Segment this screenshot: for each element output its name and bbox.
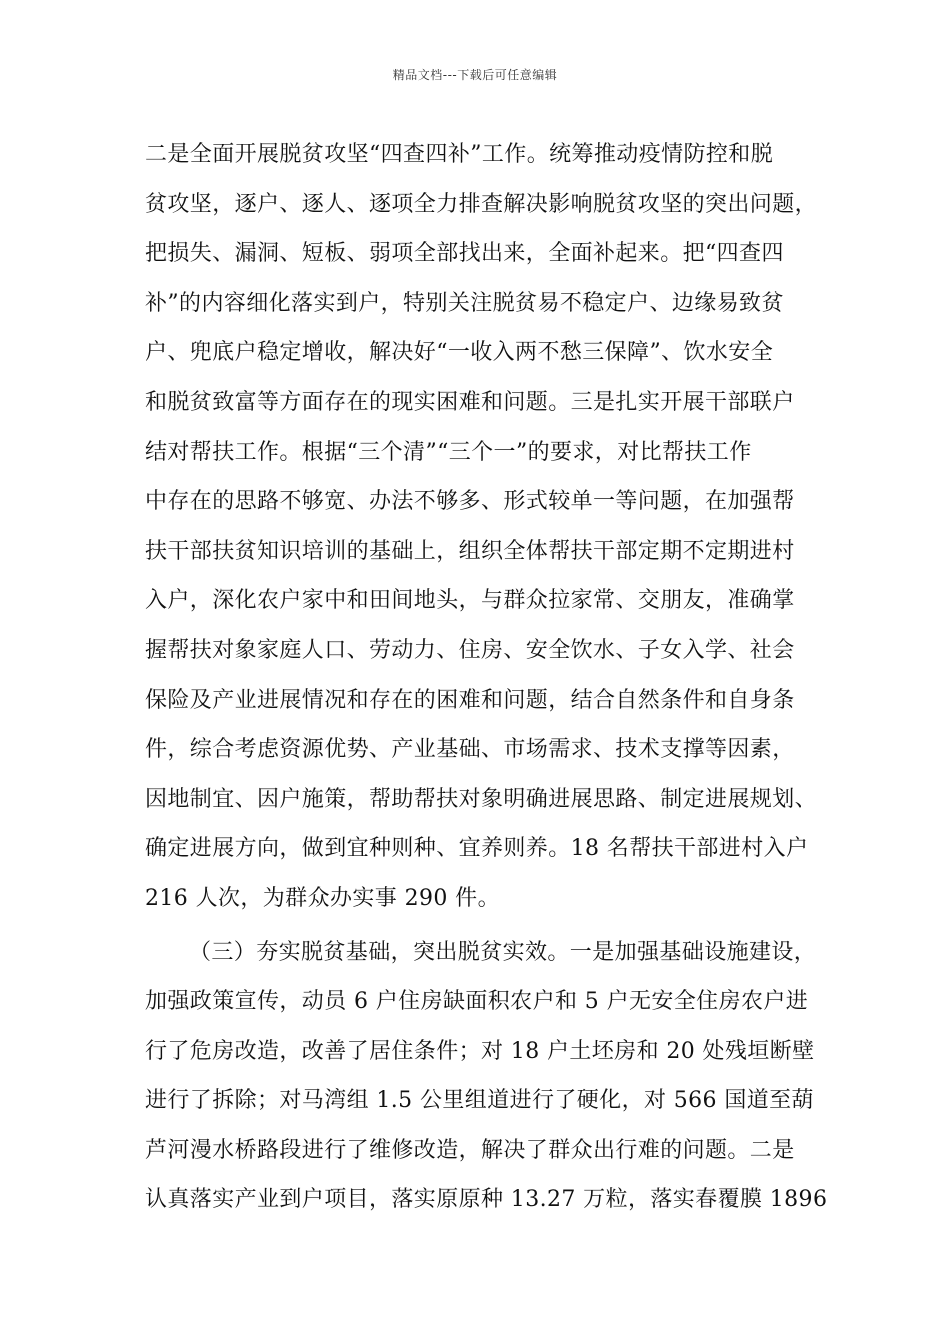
paragraph xyxy=(145,928,828,1226)
text-line: 户、兜底户稳定增收，解决好“一收入两不愁三保障”、饮水安全 xyxy=(145,340,774,366)
text-line: 件，综合考虑资源优势、产业基础、市场需求、技术支撑等因素， xyxy=(145,737,795,763)
text-line: 把损失、漏洞、短板、弱项全部找出来，全面补起来。把“四查四 xyxy=(145,241,784,267)
text-line: （三）夯实脱贫基础，突出脱贫实效。一是加强基础设施建设， xyxy=(189,939,817,965)
page-header: 精品文档---下载后可任意编辑 xyxy=(392,68,558,82)
text-line: 进行了拆除；对马湾组 1.5 公里组道进行了硬化，对 566 国道至葫 xyxy=(145,1088,814,1114)
text-line: 216 人次，为群众办实事 290 件。 xyxy=(145,885,500,911)
text-line: 行了危房改造，改善了居住条件；对 18 户土坯房和 20 处残垣断壁 xyxy=(145,1038,815,1064)
text-line: 芦河漫水桥路段进行了维修改造，解决了群众出行难的问题。二是 xyxy=(145,1137,795,1163)
text-line: 贫攻坚，逐户、逐人、逐项全力排查解决影响脱贫攻坚的突出问题， xyxy=(145,191,818,217)
text-line: 和脱贫致富等方面存在的现实困难和问题。三是扎实开展干部联户 xyxy=(145,389,795,415)
document-body xyxy=(145,130,828,1225)
text-line: 二是全面开展脱贫攻坚“四查四补”工作。统筹推动疫情防控和脱 xyxy=(145,142,774,167)
text-line: 保险及产业进展情况和存在的困难和问题，结合自然条件和自身条 xyxy=(145,687,795,713)
text-line: 结对帮扶工作。根据“三个清”“三个一”的要求，对比帮扶工作 xyxy=(145,439,752,465)
text-line: 中存在的思路不够宽、办法不够多、形式较单一等问题，在加强帮 xyxy=(145,489,795,515)
paragraph xyxy=(145,130,825,924)
text-line: 扶干部扶贫知识培训的基础上，组织全体帮扶干部定期不定期进村 xyxy=(145,538,795,564)
text-line: 因地制宜、因户施策，帮助帮扶对象明确进展思路、制定进展规划、 xyxy=(145,786,818,812)
text-line: 确定进展方向，做到宜种则种、宜养则养。18 名帮扶干部进村入户 xyxy=(145,836,809,862)
text-line: 补”的内容细化落实到户，特别关注脱贫易不稳定户、边缘易致贫 xyxy=(145,290,784,316)
text-line: 握帮扶对象家庭人口、劳动力、住房、安全饮水、子女入学、社会 xyxy=(145,637,795,663)
text-line: 入户，深化农户家中和田间地头，与群众拉家常、交朋友，准确掌 xyxy=(145,588,795,614)
text-line: 加强政策宣传，动员 6 户住房缺面积农户和 5 户无安全住房农户进 xyxy=(145,989,809,1015)
text-line: 认真落实产业到户项目，落实原原种 13.27 万粒，落实春覆膜 1896 xyxy=(145,1187,828,1213)
